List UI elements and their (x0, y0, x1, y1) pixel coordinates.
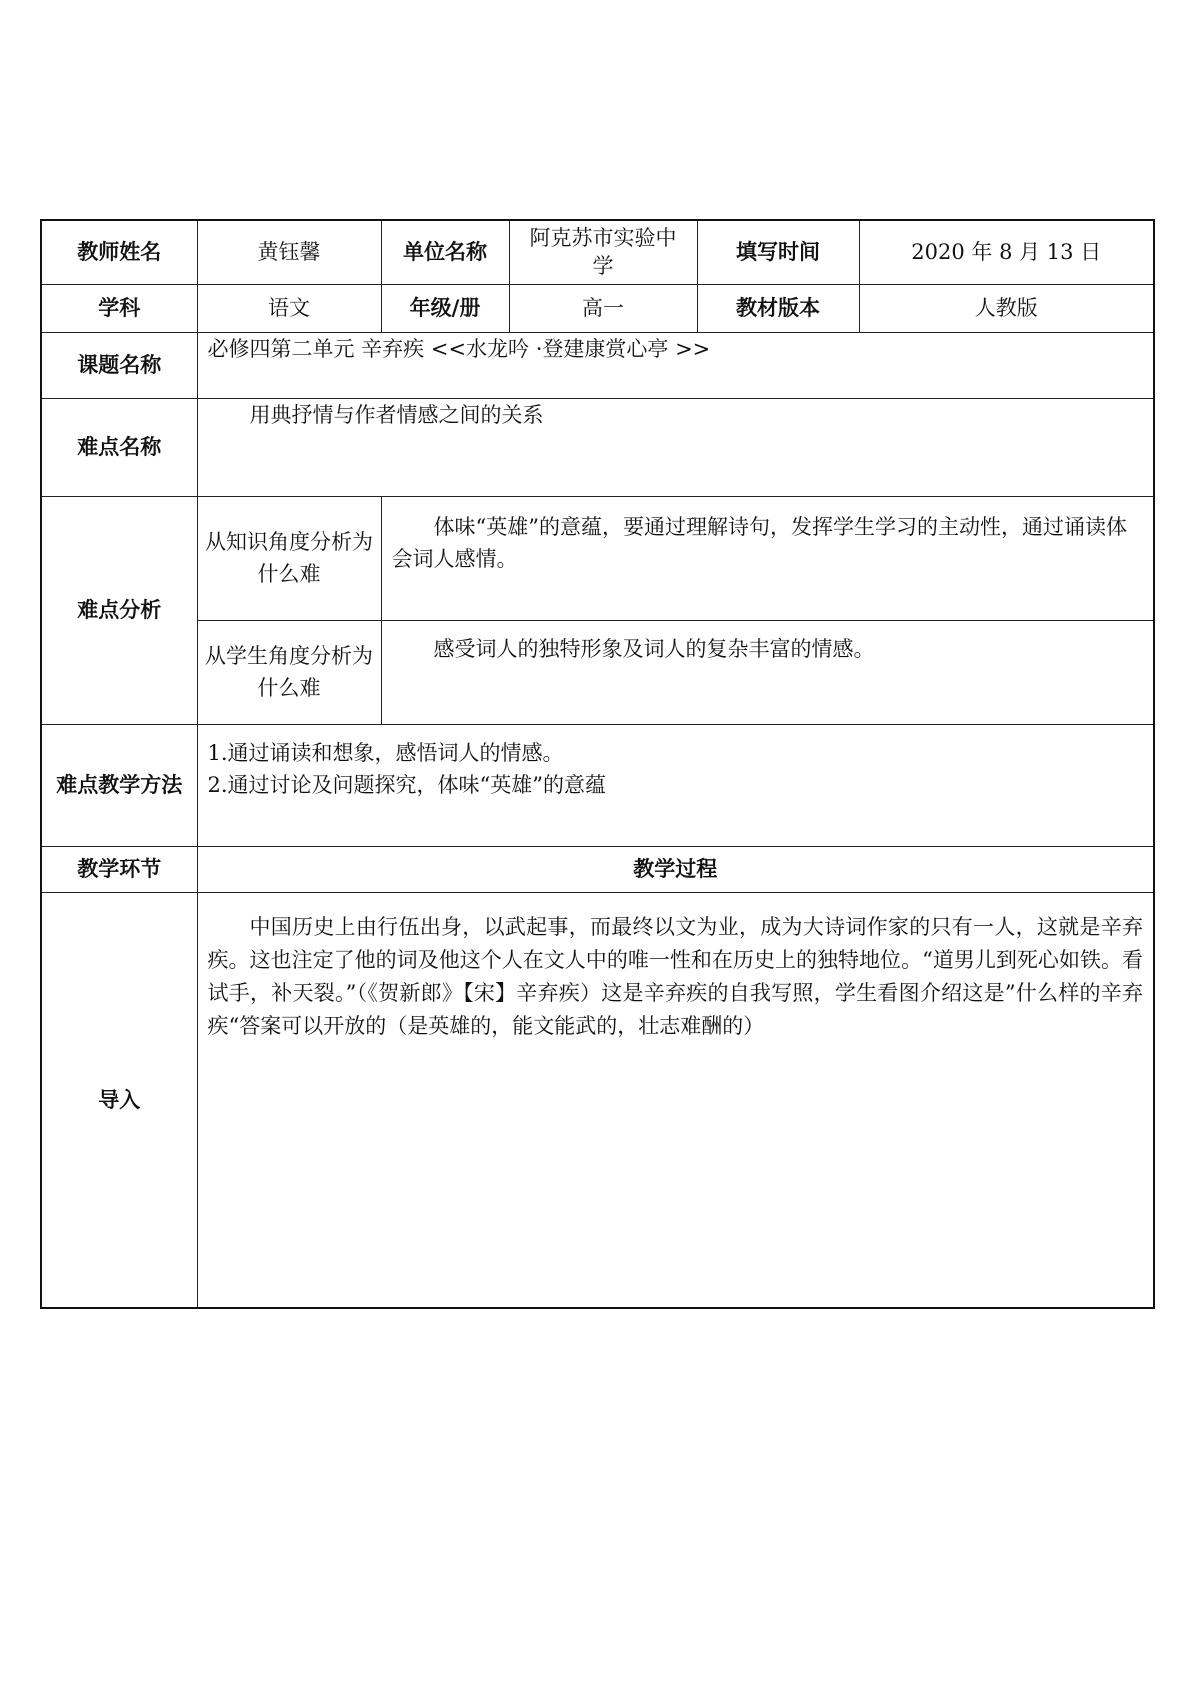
stage-header: 教学环节 (41, 846, 197, 892)
row-methods (41, 724, 1154, 846)
textbook-value: 人教版 (859, 284, 1154, 332)
student-angle-label: 从学生角度分析为什么难 (197, 620, 381, 724)
intro-text: 中国历史上由行伍出身，以武起事，而最终以文为业，成为大诗词作家的只有一人，这就是辛弃疾。这也注定了他的词及他这个人在文人中的唯一性和在历史上的独特地位。“道男儿到死心如铁。看试手，补天裂。”（《贺新郎》【宋】辛弃疾）这是辛弃疾的自我写照，学生看图介绍这是”什么样的辛弃疾“答案可以开放的（是英雄的，能文能武的，壮志难酬的） (197, 892, 1154, 1308)
row-subject-info (41, 284, 1154, 332)
subject-label: 学科 (41, 284, 197, 332)
methods-label: 难点教学方法 (41, 724, 197, 846)
fill-date-label: 填写时间 (697, 220, 859, 284)
methods-list (197, 724, 1154, 846)
row-process-header (41, 846, 1154, 892)
intro-label: 导入 (41, 892, 197, 1308)
unit-name-label: 单位名称 (381, 220, 509, 284)
grade-label: 年级/册 (381, 284, 509, 332)
topic-label: 课题名称 (41, 332, 197, 398)
row-topic (41, 332, 1154, 398)
row-difficulty (41, 398, 1154, 496)
difficulty-label: 难点名称 (41, 398, 197, 496)
row-analysis-knowledge (41, 496, 1154, 620)
method-item-2: 2.通过讨论及问题探究，体味“英雄”的意蕴 (207, 772, 607, 797)
row-intro (41, 892, 1154, 1308)
knowledge-angle-label: 从知识角度分析为什么难 (197, 496, 381, 620)
process-header: 教学过程 (197, 846, 1154, 892)
lesson-plan-table (40, 219, 1155, 1309)
teacher-name-label: 教师姓名 (41, 220, 197, 284)
textbook-label: 教材版本 (697, 284, 859, 332)
difficulty-value: 用典抒情与作者情感之间的关系 (197, 398, 1154, 496)
knowledge-angle-value: 体味“英雄”的意蕴，要通过理解诗句，发挥学生学习的主动性，通过诵读体会词人感情。 (381, 496, 1154, 620)
subject-value: 语文 (197, 284, 381, 332)
unit-name-value: 阿克苏市实验中学 (509, 220, 697, 284)
teacher-name-value: 黄钰馨 (197, 220, 381, 284)
topic-value: 必修四第二单元 辛弃疾 <<水龙吟 ·登建康赏心亭 >> (197, 332, 1154, 398)
grade-value: 高一 (509, 284, 697, 332)
row-basic-info (41, 220, 1154, 284)
method-item-1: 1.通过诵读和想象，感悟词人的情感。 (207, 740, 564, 765)
analysis-label: 难点分析 (41, 496, 197, 724)
row-analysis-student (41, 620, 1154, 724)
fill-date-value: 2020 年 8 月 13 日 (859, 220, 1154, 284)
student-angle-value: 感受词人的独特形象及词人的复杂丰富的情感。 (381, 620, 1154, 724)
